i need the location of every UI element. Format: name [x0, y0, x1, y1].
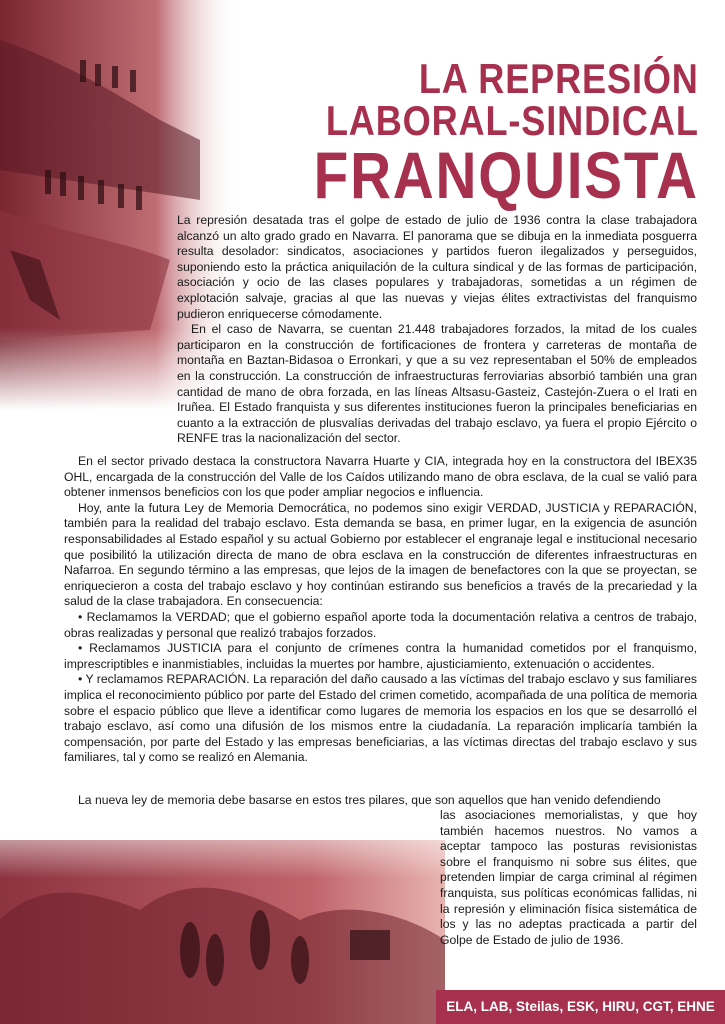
title-line-3: FRANQUISTA — [313, 138, 699, 212]
bullet-verdad: • Reclamamos la VERDAD; que el gobierno español aporte toda la documentación relativa a centros de trabajo, obras realizadas y personal que realizó trabajos forzados. — [64, 609, 697, 640]
intro-text-block — [177, 213, 697, 447]
paragraph-5-rest: las asociaciones memorialistas, y que hoy también hacemos nuestros. No vamos a aceptar tampoco las posturas revisionistas sobre el franquismo ni sobre sus élites, que pretenden limpiar de carga criminal al régimen franquista, sus políticas económicas fallidas, ni la represión y eliminación física sistemática de los y las no adeptas practicada a partir del Golpe de Estado de julio de 1936. — [440, 808, 697, 947]
bullet-reparacion: • Y reclamamos REPARACIÓN. La reparación del daño causado a las víctimas del trabajo esclavo y sus familiares implica el reconocimiento público por parte del Estado del crimen cometido, acompañada de una política de memoria sobre el espacio público que lleve a identificar como lugares de memoria los espacios en los que se desarrolló el trabajo esclavo, así como una difusión de los mismos entre la ciudadanía. La reparación implicaría también la compensación, por parte del Estado y las empresas beneficiarias, a las víctimas directas del trabajo esclavo y sus familiares, tal y como se realizó en Alemania. — [64, 672, 697, 765]
main-text-block — [64, 454, 697, 766]
paragraph-1: La represión desatada tras el golpe de estado de julio de 1936 contra la clase trabajadora alcanzó un alto grado grado en Navarra. El panorama que se dibuja en la inmediata posguerra resulta desolador: sindicatos, asociaciones y partidos fueron ilegalizados y perseguidos, suponiendo esto la práctica aniquilación de la cultura sindical y de las formas de participación, asociación y ocio de las clases populares y trabajadoras, sometidas a un régimen de explotación salvaje, gracias al que las nuevas y viejas élites extractivistas del franquismo pudieron enriquecerse cómodamente. — [177, 213, 697, 321]
title-line-2: LABORAL-SINDICAL — [326, 97, 699, 144]
closing-text-block — [440, 808, 697, 948]
page-title — [251, 55, 699, 212]
title-line-1: LA REPRESIÓN — [419, 55, 699, 102]
closing-lead — [64, 793, 697, 809]
organizations-banner: ELA, LAB, Steilas, ESK, HIRU, CGT, EHNE — [436, 990, 725, 1024]
paragraph-5-lead: La nueva ley de memoria debe basarse en estos tres pilares, que son aquellos que han venido defendiendo — [78, 793, 661, 807]
paragraph-4: Hoy, ante la futura Ley de Memoria Democrática, no podemos sino exigir VERDAD, JUSTICIA y REPARACIÓN, también para la realidad del trabajo esclavo. Esta demanda se basa, en primer lugar, en la exigencia de asunción responsabilidades al Estado español y su actual Gobierno por establecer el engranaje legal e institucional necesario que posibilitó la utilización directa de mano de obra esclava en la construcción de diferentes infraestructuras en Nafarroa. En segundo término a las empresas, que lejos de la imagen de benefactores con la que se proyectan, se enriquecieron a costa del trabajo esclavo y hoy continúan estirando sus beneficios a través de la precariedad y la salud de la clase trabajadora. En consecuencia: — [64, 500, 697, 609]
bullet-justicia: • Reclamamos JUSTICIA para el conjunto de crímenes contra la humanidad cometidos por el franquismo, imprescriptibles e inanmistiables, incluidas la muertes por hambre, ajusticiamiento, extenuación o accidentes. — [64, 641, 697, 671]
paragraph-2: En el caso de Navarra, se cuentan 21.448 trabajadores forzados, la mitad de los cuales participaron en la construcción de fortificaciones de frontera y carreteras de montaña de montaña en Baztan-Bidasoa o Erronkari, y que a su vez representaban el 50% de empleados en la construcción. La construcción de infraestructuras ferroviarias absorbió también una gran cantidad de mano de obra forzada, en las líneas Altsasu-Gasteiz, Castejón-Zuera o el Irati en Iruñea. El Estado franquista y sus diferentes instituciones fueron la principales beneficiarias en cuanto a la extracción de plusvalías derivadas del trabajo esclavo, ya fuera el propio Ejército o RENFE tras la nacionalización del sector. — [177, 322, 697, 446]
historical-photo-bottom — [0, 800, 445, 1024]
paragraph-3: En el sector privado destaca la constructora Navarra Huarte y CIA, integrada hoy en la constructora del IBEX35 OHL, encargada de la construcción del Valle de los Caídos utilizando mano de obra esclava, de la cual se valió para obtener inmensos beneficios con los que poder ampliar negocios e influencia. — [64, 454, 697, 500]
